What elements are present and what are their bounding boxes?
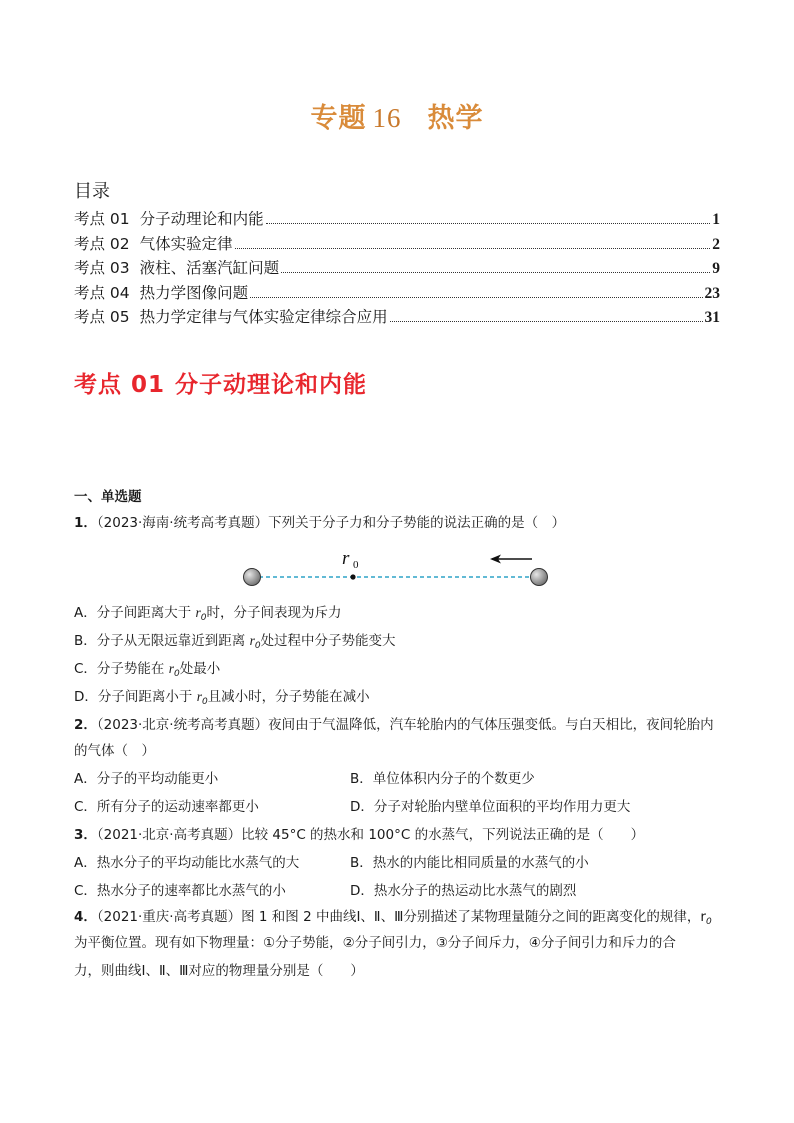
section-code: 考点 01	[74, 372, 166, 398]
toc-label: 热力学图像问题	[139, 283, 249, 302]
toc-entry[interactable]	[74, 281, 720, 306]
toc-leader	[390, 321, 703, 322]
q2-option-a[interactable]: A．分子的平均动能更小	[74, 771, 219, 787]
molecule-right	[531, 569, 548, 586]
title-topic: 热学	[427, 103, 484, 134]
toc-entry[interactable]	[74, 305, 720, 330]
section-title: 分子动理论和内能	[175, 372, 368, 398]
question-source: （2023·海南·统考高考真题）	[96, 515, 269, 531]
toc-heading: 目录	[74, 181, 110, 202]
table-of-contents	[74, 207, 720, 330]
question-text: 夜间由于气温降低，汽车轮胎内的气体压强变低。与白天相比，夜间轮胎内	[268, 717, 714, 733]
toc-leader	[250, 297, 702, 298]
toc-page: 1	[712, 211, 720, 228]
q1-option-d[interactable]: D．分子间距离小于 $r_0$且减小时，分子势能在减小	[74, 689, 370, 707]
q3-option-a[interactable]: A．热水分子的平均动能比水蒸气的大	[74, 855, 300, 871]
title-number: 16	[372, 103, 402, 133]
question-text: 下列关于分子力和分子势能的说法正确的是（ ）	[268, 515, 566, 531]
q1-option-c[interactable]: C．分子势能在 $r_0$处最小	[74, 661, 221, 679]
question-3-stem	[74, 823, 644, 843]
question-number: 2．	[74, 717, 97, 733]
molecule-diagram	[236, 542, 556, 592]
question-source: （2021·北京·高考真题）	[96, 827, 242, 843]
toc-code: 考点 03	[74, 259, 130, 278]
question-4-stem-cont: 力，则曲线Ⅰ、Ⅱ、Ⅲ对应的物理量分别是（ ）	[74, 963, 364, 979]
toc-code: 考点 01	[74, 210, 130, 228]
question-number: 3．	[74, 827, 97, 843]
question-source: （2021·重庆·高考真题）	[96, 909, 242, 925]
question-text: 图 1 和图 2 中曲线Ⅰ、Ⅱ、Ⅲ分别描述了某物理量随分之间的距离变化的规律，r	[241, 909, 706, 925]
section-heading	[74, 366, 367, 399]
q2-option-c[interactable]: C．所有分子的运动速率都更小	[74, 799, 259, 815]
toc-entry[interactable]	[74, 207, 720, 232]
q2-option-d[interactable]: D．分子对轮胎内壁单位面积的平均作用力更大	[350, 799, 631, 815]
r0-label: r	[342, 548, 350, 569]
equilibrium-point	[350, 574, 355, 579]
molecule-left	[244, 569, 261, 586]
toc-code: 考点 05	[74, 308, 130, 327]
question-text: 比较 45°C 的热水和 100°C 的水蒸气，下列说法正确的是（ ）	[241, 827, 645, 843]
part-heading: 一、单选题	[74, 489, 142, 505]
toc-leader	[235, 248, 711, 249]
q2-option-b[interactable]: B．单位体积内分子的个数更少	[350, 771, 535, 787]
question-1-stem	[74, 511, 565, 531]
question-4-stem-cont: 为平衡位置。现有如下物理量：①分子势能，②分子间引力，③分子间斥力，④分子间引力和斥力的合	[74, 935, 676, 951]
question-2-stem-cont: 的气体（ ）	[74, 743, 155, 759]
toc-entry[interactable]	[74, 232, 720, 257]
toc-page: 2	[712, 235, 720, 253]
page-title	[0, 96, 794, 135]
q3-option-d[interactable]: D．热水分子的热运动比水蒸气的剧烈	[350, 883, 577, 899]
toc-page: 23	[704, 284, 720, 302]
q3-option-b[interactable]: B．热水的内能比相同质量的水蒸气的小	[350, 855, 589, 871]
q1-option-b[interactable]: B．分子从无限远靠近到距离 $r_0$处过程中分子势能变大	[74, 633, 396, 651]
r0-subscript: 0	[353, 559, 359, 571]
question-source: （2023·北京·统考高考真题）	[96, 717, 269, 733]
title-prefix: 专题	[310, 103, 367, 134]
toc-leader	[266, 223, 711, 224]
toc-page: 31	[704, 309, 720, 327]
toc-page: 9	[712, 260, 720, 278]
question-4-stem: 4．（2021·重庆·高考真题）图 1 和图 2 中曲线Ⅰ、Ⅱ、Ⅲ分别描述了某物理量随分之间的距离变化的规律，$r_0$	[74, 909, 712, 927]
toc-label: 热力学定律与气体实验定律综合应用	[139, 308, 388, 327]
toc-label: 气体实验定律	[139, 234, 233, 253]
toc-code: 考点 02	[74, 234, 130, 253]
question-number: 4．	[74, 909, 97, 925]
toc-label: 液柱、活塞汽缸问题	[139, 259, 280, 278]
toc-label: 分子动理论和内能	[139, 210, 264, 228]
toc-code: 考点 04	[74, 283, 130, 302]
toc-leader	[281, 272, 710, 273]
q3-option-c[interactable]: C．热水分子的速率都比水蒸气的小	[74, 883, 286, 899]
toc-entry[interactable]	[74, 256, 720, 281]
question-number: 1．	[74, 515, 97, 531]
question-2-stem	[74, 713, 714, 733]
q1-option-a[interactable]: A．分子间距离大于 $r_0$时，分子间表现为斥力	[74, 605, 342, 623]
